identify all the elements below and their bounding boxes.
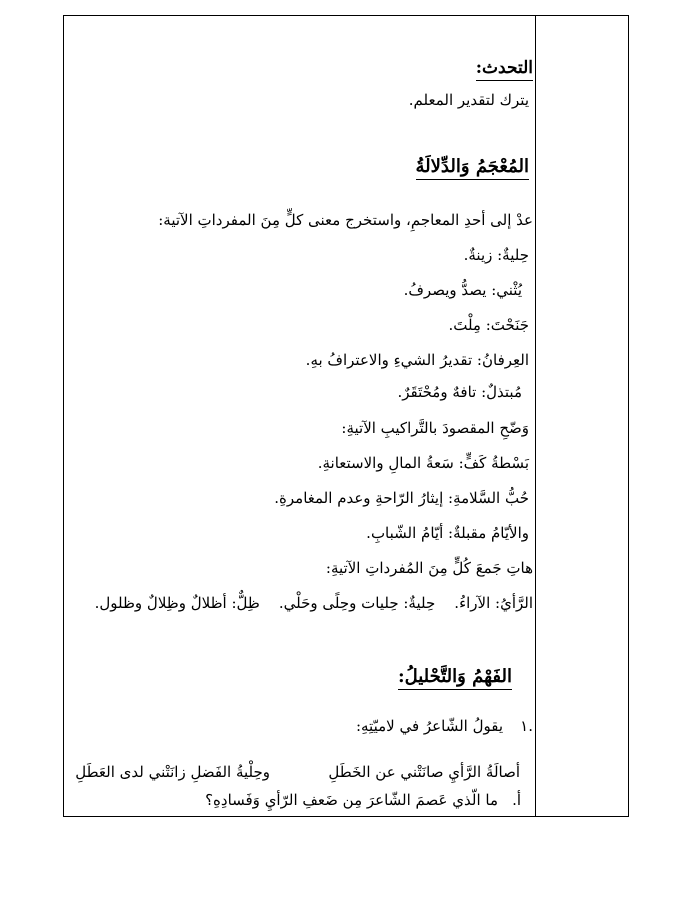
lexicon-heading: المُعْجَمُ وَالدِّلالَةُ (416, 157, 529, 180)
question-text: يقولُ الشّاعرُ في لاميّتِهِ: (355, 717, 503, 735)
table-border (63, 15, 629, 817)
sub-question-label: أ. (512, 791, 521, 809)
plurals-instruction: هاتِ جَمعَ كُلٍّ مِنَ المُفرداتِ الآتيةِ: (325, 559, 533, 577)
lexicon-item: حِليةٌ: زينةٌ. (463, 246, 529, 264)
lexicon-item: جَنَحْتَ: مِلْتَ. (448, 316, 529, 334)
question-number: ١. (520, 717, 533, 735)
column-divider (535, 15, 536, 817)
phrases-instruction: وَضّحِ المقصودَ بالتَّراكيبِ الآتيةِ: (341, 419, 529, 437)
verse-first-hemistich: أصالَةُ الرَّأيِ صانَتْني عن الخَطَلِ (328, 763, 520, 781)
lexicon-instruction: عدْ إلى أحدِ المعاجمِ، واستخرج معنى كلٍّ مِنَ المفرداتِ الآتية: (158, 211, 533, 229)
phrase-item: والأيّامُ مقبلةٌ: أيّامُ الشّبابِ. (366, 524, 529, 542)
phrase-item: حُبُّ السَّلامةِ: إيثارُ الرّاحةِ وعدم المغامرةِ. (274, 489, 529, 507)
plurals-line: الرَّأيُ: الآراءُ. حِليةٌ: حِليات وحِلًى وحَلْي. ظِلٌّ: أظلالٌ وظِلالٌ وظلول. (94, 594, 533, 612)
sub-question-text: ما الّذي عَصمَ الشّاعرَ مِن ضَعفِ الرّأيِ وَفَسادِهِ؟ (205, 791, 498, 809)
lexicon-item: العِرفانُ: تقديرُ الشيءِ والاعترافُ بهِ. (305, 351, 529, 369)
speaking-heading: التحدث: (476, 58, 533, 81)
analysis-heading: الفَهْمُ وَالتَّحْليلُ: (398, 667, 512, 690)
verse-second-hemistich: وحِلْيةُ الفَضلِ زانَتْني لدى العَطَلِ (75, 763, 270, 781)
speaking-note: يترك لتقدير المعلم. (408, 91, 529, 109)
lexicon-item: يُثْني: يصدُّ ويصرفُ. (403, 281, 522, 299)
phrase-item: بَسْطةُ كَفٍّ: سَعةُ المالِ والاستعانةِ. (317, 454, 529, 472)
lexicon-item: مُبتذلٌ: تافهٌ ومُحْتَقَرٌ. (397, 383, 522, 401)
